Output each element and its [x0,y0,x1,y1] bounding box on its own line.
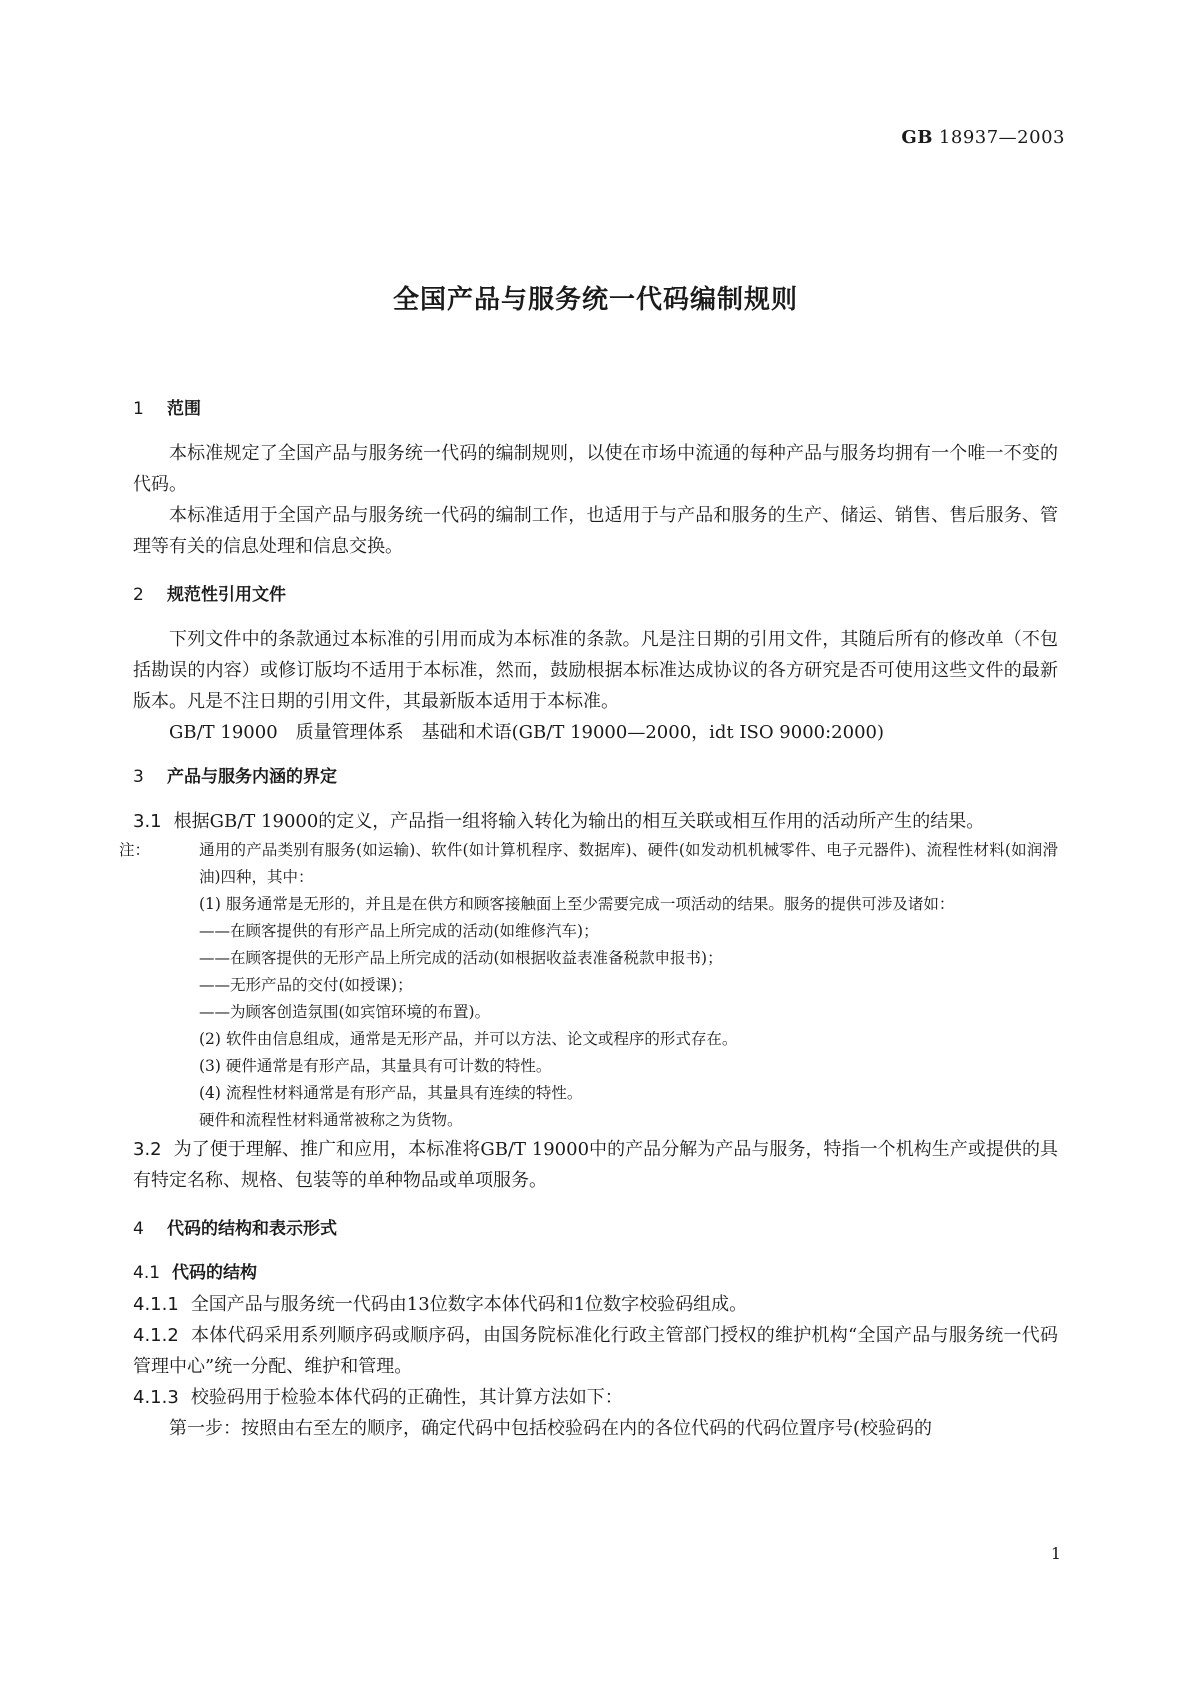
note-item: (2) 软件由信息组成，通常是无形产品，并可以方法、论文或程序的形式存在。 [199,1030,738,1048]
paragraph: 本标准规定了全国产品与服务统一代码的编制规则，以使在市场中流通的每种产品与服务均拥有一个唯一不变的代码。 [133,443,1058,495]
paragraph: 第一步：按照由右至左的顺序，确定代码中包括校验码在内的各位代码的代码位置序号(校验码的 [169,1418,933,1439]
note-block: 注： 通用的产品类别有服务(如运输)、软件(如计算机程序、数据库)、硬件(如发动机机械零件、电子元器件)、流程性材料(如润滑油)四种，其中： (1) 服务通常是无形的，并且是在供方和顾客接触面上至少需要完成一项活动的结果。服务的提供可涉及诸如： ——在顾客提供的有形产品上所完成的活动(如维修汽车)； ——在顾客提供的无形产品上所完成的活动(如根据收益表准备税款申报书)； ——无形产品的交付(如授课)； ——为顾客创造氛围(如宾馆环境的布置)。 (2) 软件由信息组成，通常是无形产品，并可以方法、论文或程序的形式存在。 (3) 硬件通常是有形产品，其量具有可计数的特性。 (4) 流程性材料通常是有形产品，其量具有连续的特性。 硬件和流程性材料通常被称之为货物。 [159,837,1058,1134]
clause-4-1-3: 4.1.3 校验码用于检验本体代码的正确性，其计算方法如下： [133,1387,623,1408]
note-item: (4) 流程性材料通常是有形产品，其量具有连续的特性。 [199,1084,583,1102]
document-title: 全国产品与服务统一代码编制规则 [392,285,798,315]
clause-4-1-2: 4.1.2 本体代码采用系列顺序码或顺序码，由国务院标准化行政主管部门授权的维护机构“全国产品与服务统一代码管理中心”统一分配、维护和管理。 [133,1325,1058,1377]
clause-3-1: 3.1 根据GB/T 19000的定义，产品指一组将输入转化为输出的相互关联或相互作用的活动所产生的结果。 [133,811,985,832]
section-heading-3: 3 产品与服务内涵的界定 [133,767,337,787]
note-item: (3) 硬件通常是有形产品，其量具有可计数的特性。 [199,1057,552,1075]
note-dash-item: ——在顾客提供的无形产品上所完成的活动(如根据收益表准备税款申报书)； [199,949,723,967]
clause-4-1-1: 4.1.1 全国产品与服务统一代码由13位数字本体代码和1位数字校验码组成。 [133,1294,748,1315]
note-item: (1) 服务通常是无形的，并且是在供方和顾客接触面上至少需要完成一项活动的结果。服务的提供可涉及诸如： [199,895,955,913]
note-dash-item: ——为顾客创造氛围(如宾馆环境的布置)。 [199,1003,491,1021]
paragraph: 下列文件中的条款通过本标准的引用而成为本标准的条款。凡是注日期的引用文件，其随后所有的修改单（不包括勘误的内容）或修订版均不适用于本标准，然而，鼓励根据本标准达成协议的各方研究是否可使用这些文件的最新版本。凡是不注日期的引用文件，其最新版本适用于本标准。 [133,629,1058,712]
section-heading-4: 4 代码的结构和表示形式 [133,1219,337,1239]
note-label: 注： [119,841,151,859]
paragraph: 本标准适用于全国产品与服务统一代码的编制工作，也适用于与产品和服务的生产、储运、销售、售后服务、管理等有关的信息处理和信息交换。 [133,505,1058,557]
note-dash-item: ——无形产品的交付(如授课)； [199,976,413,994]
standard-number [901,127,1065,148]
note-item: 硬件和流程性材料通常被称之为货物。 [199,1111,463,1129]
clause-3-2: 3.2 为了便于理解、推广和应用，本标准将GB/T 19000中的产品分解为产品与服务，特指一个机构生产或提供的具有特定名称、规格、包装等的单种物品或单项服务。 [133,1139,1058,1191]
page-number: 1 [1050,1544,1061,1563]
section-heading-1: 1 范围 [133,399,201,419]
standard-code: 18937—2003 [938,127,1065,148]
normative-reference: GB/T 19000 质量管理体系 基础和术语(GB/T 19000—2000，idt ISO 9000:2000) [169,722,885,743]
standard-prefix: GB [901,127,933,148]
section-heading-2: 2 规范性引用文件 [133,585,286,605]
document-body [119,394,1058,1444]
clause-heading-4-1: 4.1 代码的结构 [133,1263,258,1283]
note-dash-item: ——在顾客提供的有形产品上所完成的活动(如维修汽车)； [199,922,599,940]
